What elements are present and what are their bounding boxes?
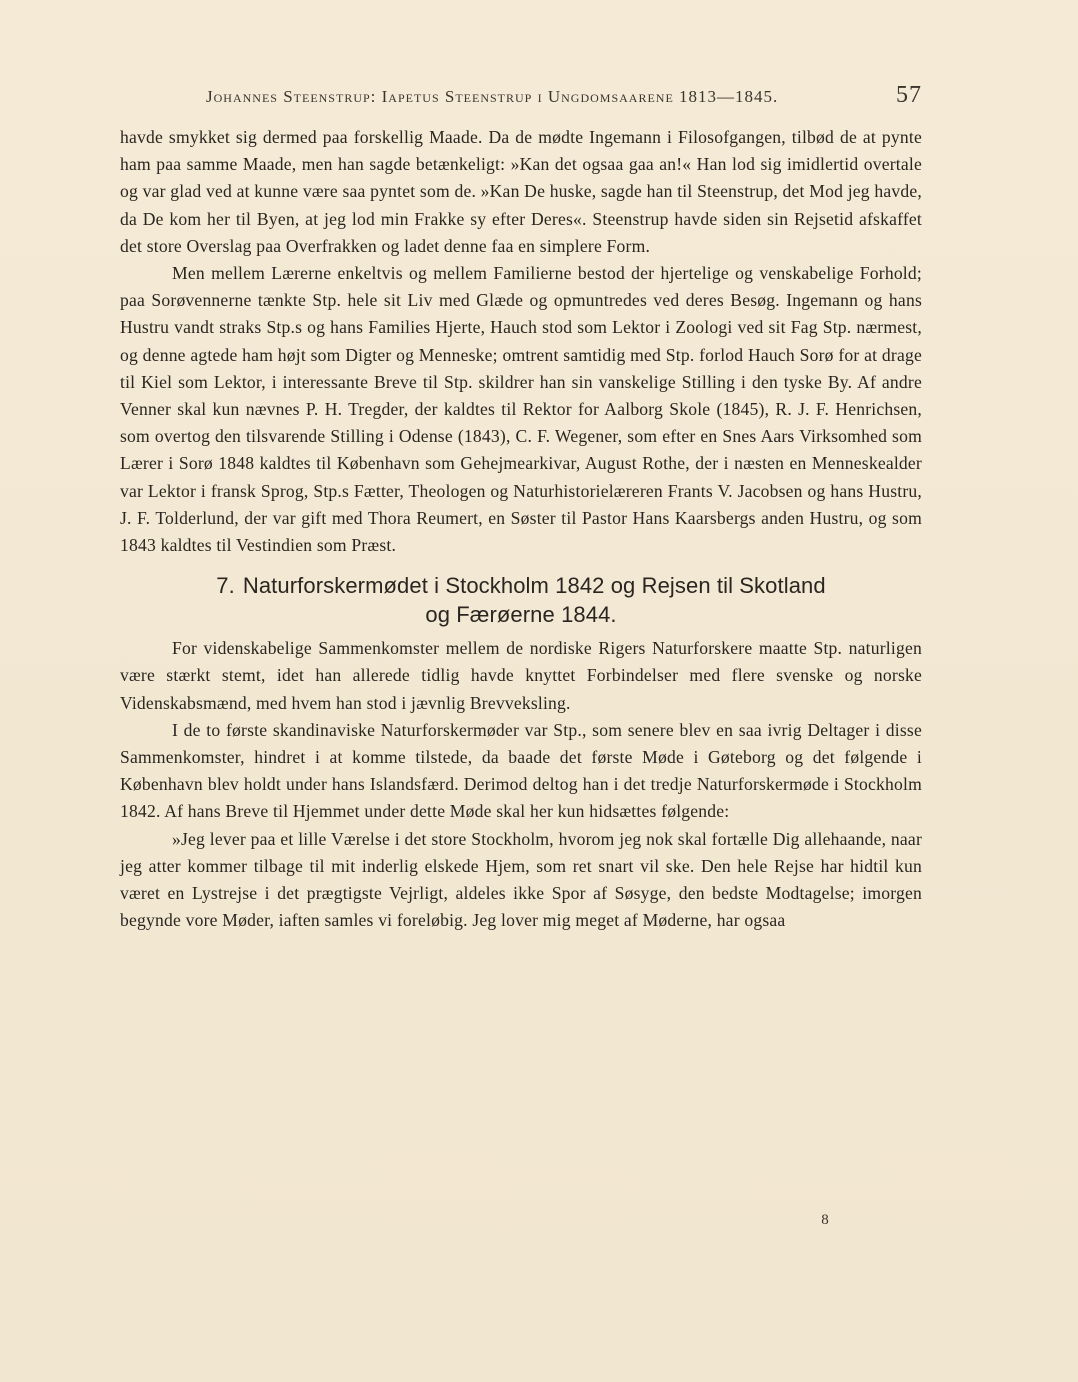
paragraph: havde smykket sig dermed paa forskellig Maade. Da de mødte Ingemann i Filosofgangen, tilbød de at pynte ham paa samme Maade, men han sagde betænkeligt: »Kan det ogsaa gaa an!« Han lod sig imidlertid overtale og var glad ved at kunne være saa pyntet som de. »Kan De huske, sagde han til Steenstrup, det Mod jeg havde, da De kom her til Byen, at jeg lod min Frakke sy efter Deres«. Steenstrup havde siden sin Rejsetid afskaffet det store Overslag paa Overfrakken og ladet denne faa en simplere Form.: [120, 127, 922, 256]
section-title-line-1: Naturforskermødet i Stockholm 1842 og Rejsen til Skotland: [242, 573, 826, 599]
section-number: 7.: [216, 573, 235, 599]
running-head: [120, 82, 922, 108]
signature-mark: 8: [821, 1212, 829, 1228]
page-number: 57: [896, 82, 922, 108]
section-heading-line-1: [120, 571, 922, 600]
section-heading: [120, 571, 922, 629]
paragraph: Men mellem Lærerne enkeltvis og mellem Familierne bestod der hjertelige og venskabelige Forhold; paa Sorøvennerne tænkte Stp. hele sit Liv med Glæde og opmuntredes ved deres Besøg. Ingemann og hans Hustru vandt straks Stp.s og hans Families Hjerte, Hauch stod som Lektor i Zoologi ved sit Fag Stp. nærmest, og denne agtede ham højt som Digter og Menneske; omtrent samtidig med Stp. forlod Hauch Sorø for at drage til Kiel som Lektor, i interessante Breve til Stp. skildrer han sin vanskelige Stilling i den tyske By. Af andre Venner skal kun nævnes P. H. Tregder, der kaldtes til Rektor for Aalborg Skole (1845), R. J. F. Henrichsen, som overtog den tilsvarende Stilling i Odense (1843), C. F. Wegener, som efter en Snes Aars Virksomhed som Lærer i Sorø 1848 kaldtes til København som Gehejmearkivar, August Rothe, der i næsten en Menneskealder var Lektor i fransk Sprog, Stp.s Fætter, Theologen og Naturhistorielæreren Frants V. Jacobsen og hans Hustru, J. F. Tolderlund, der var gift med Thora Reumert, en Søster til Pastor Hans Kaarsbergs anden Hustru, og som 1843 kaldtes til Vestindien som Præst.: [120, 263, 922, 556]
paragraph: I de to første skandinaviske Naturforskermøder var Stp., som senere blev en saa ivrig Deltager i disse Sammenkomster, hindret i at komme tilstede, da baade det første Møde i Gøteborg og det følgende i København blev holdt under hans Islandsfærd. Derimod deltog han i det tredje Naturforskermøde i Stockholm 1842. Af hans Breve til Hjemmet under dette Møde skal her kun hidsættes følgende:: [120, 719, 922, 822]
running-head-title: Johannes Steenstrup: Iapetus Steenstrup i Ungdomsaarene 1813—1845.: [206, 87, 779, 106]
section-title-line-2: og Færøerne 1844.: [425, 602, 617, 628]
body-text: [120, 124, 922, 934]
paragraph: For videnskabelige Sammenkomster mellem de nordiske Rigers Naturforskere maatte Stp. naturligen være stærkt stemt, idet han allerede tidlig havde knyttet Forbindelser med flere svenske og norske Videnskabsmænd, med hvem han stod i jævnlig Brevveksling.: [120, 638, 922, 713]
paragraph: »Jeg lever paa et lille Værelse i det store Stockholm, hvorom jeg nok skal fortælle Dig allehaande, naar jeg atter kommer tilbage til mit inderlig elskede Hjem, som ret snart vil ske. Den hele Rejse har hidtil kun været en Lystrejse i det prægtigste Vejrligt, aldeles ikke Spor af Søsyge, den bedste Modtagelse; imorgen begynde vore Møder, iaften samles vi foreløbig. Jeg lover mig meget af Møderne, har ogsaa: [120, 828, 922, 931]
